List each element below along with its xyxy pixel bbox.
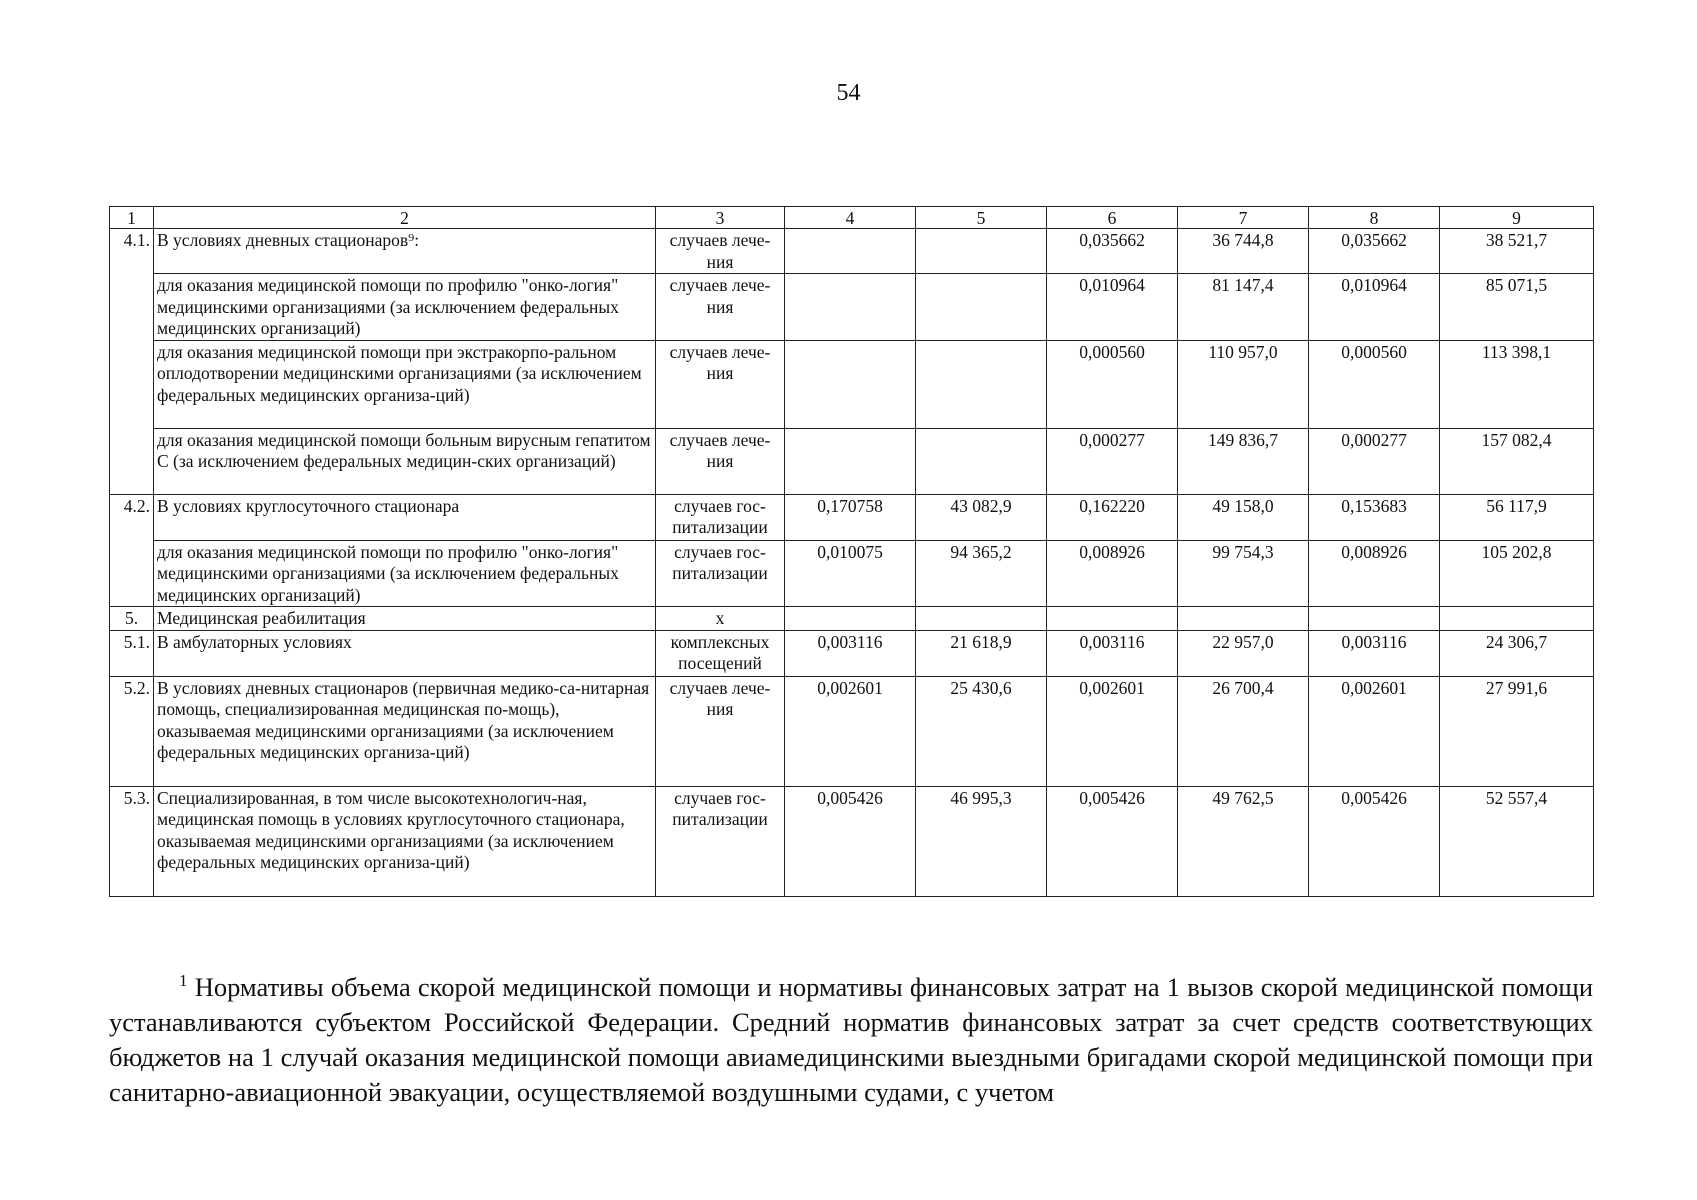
row-number [110, 428, 154, 494]
row-description: для оказания медицинской помощи по профилю "онко-логия" медицинскими организациями (за исключением федеральных медицинских организаций) [154, 540, 656, 607]
table-header-row [110, 207, 1594, 229]
row-value-4 [785, 607, 916, 631]
table-row [110, 630, 1594, 676]
row-value-8: 0,010964 [1309, 274, 1440, 341]
row-value-9: 24 306,7 [1440, 630, 1594, 676]
row-value-8: 0,035662 [1309, 229, 1440, 274]
row-value-8: 0,000560 [1309, 340, 1440, 428]
row-value-7: 26 700,4 [1178, 676, 1309, 786]
row-unit: случаев лече-ния [656, 676, 785, 786]
row-value-6: 0,035662 [1047, 229, 1178, 274]
row-value-4 [785, 274, 916, 341]
row-value-7: 49 158,0 [1178, 494, 1309, 540]
row-unit: случаев лече-ния [656, 340, 785, 428]
row-description: для оказания медицинской помощи больным вирусным гепатитом С (за исключением федеральных медицин-ских организаций) [154, 428, 656, 494]
row-value-8: 0,008926 [1309, 540, 1440, 607]
row-value-6: 0,010964 [1047, 274, 1178, 341]
row-value-4 [785, 340, 916, 428]
row-value-9: 157 082,4 [1440, 428, 1594, 494]
row-description: для оказания медицинской помощи при экстракорпо-ральном оплодотворении медицинскими организациями (за исключением федеральных медицинских организа-ций) [154, 340, 656, 428]
row-unit: случаев гос-питализации [656, 540, 785, 607]
row-number: 5.3. [110, 786, 154, 896]
header-cell: 2 [154, 207, 656, 229]
row-value-9: 27 991,6 [1440, 676, 1594, 786]
table-row [110, 340, 1594, 428]
row-unit: случаев гос-питализации [656, 494, 785, 540]
table-row [110, 540, 1594, 607]
row-value-4 [785, 229, 916, 274]
row-number [110, 340, 154, 428]
row-value-8: 0,003116 [1309, 630, 1440, 676]
row-description: для оказания медицинской помощи по профилю "онко-логия" медицинскими организациями (за исключением федеральных медицинских организаций) [154, 274, 656, 341]
row-value-8: 0,002601 [1309, 676, 1440, 786]
row-number: 5. [110, 607, 154, 631]
header-cell: 8 [1309, 207, 1440, 229]
header-cell: 7 [1178, 207, 1309, 229]
row-number [110, 274, 154, 341]
row-unit: х [656, 607, 785, 631]
row-description: Медицинская реабилитация [154, 607, 656, 631]
row-value-4: 0,003116 [785, 630, 916, 676]
row-value-9 [1440, 607, 1594, 631]
row-value-7: 36 744,8 [1178, 229, 1309, 274]
row-value-9: 56 117,9 [1440, 494, 1594, 540]
row-value-5 [916, 274, 1047, 341]
row-number: 5.1. [110, 630, 154, 676]
header-cell: 6 [1047, 207, 1178, 229]
row-value-6: 0,000277 [1047, 428, 1178, 494]
row-value-5: 43 082,9 [916, 494, 1047, 540]
row-value-6: 0,000560 [1047, 340, 1178, 428]
header-cell: 5 [916, 207, 1047, 229]
table-row [110, 428, 1594, 494]
row-value-5 [916, 607, 1047, 631]
row-description: Специализированная, в том числе высокотехнологич-ная, медицинская помощь в условиях круглосуточного стационара, оказываемая медицинскими организациями (за исключением федеральных медицинских организа-ций) [154, 786, 656, 896]
footnote [109, 970, 1593, 1110]
page-number: 54 [836, 80, 861, 106]
row-value-7: 81 147,4 [1178, 274, 1309, 341]
row-value-4 [785, 428, 916, 494]
row-description: В условиях дневных стационаров (первичная медико-са-нитарная помощь, специализированная медицинская по-мощь), оказываемая медицинскими организациями (за исключением федеральных медицинских организа-ций) [154, 676, 656, 786]
row-value-4: 0,170758 [785, 494, 916, 540]
table-row [110, 607, 1594, 631]
footnote-text: Нормативы объема скорой медицинской помощи и нормативы финансовых затрат на 1 вызов скорой медицинской помощи устанавливаются субъектом Российской Федерации. Средний норматив финансовых затрат за счет средств соответствующих бюджетов на 1 случай оказания медицинской помощи авиамедицинскими выездными бригадами скорой медицинской помощи при санитарно-авиационной эвакуации, осуществляемой воздушными судами, с учетом [109, 972, 1593, 1107]
row-value-9: 105 202,8 [1440, 540, 1594, 607]
table-row [110, 494, 1594, 540]
row-value-7: 110 957,0 [1178, 340, 1309, 428]
row-value-8: 0,005426 [1309, 786, 1440, 896]
row-value-7: 99 754,3 [1178, 540, 1309, 607]
row-description: В амбулаторных условиях [154, 630, 656, 676]
row-value-7: 49 762,5 [1178, 786, 1309, 896]
row-unit: комплексных посещений [656, 630, 785, 676]
row-value-4: 0,005426 [785, 786, 916, 896]
row-value-8: 0,000277 [1309, 428, 1440, 494]
row-value-9: 113 398,1 [1440, 340, 1594, 428]
row-number: 4.1. [110, 229, 154, 274]
row-value-4: 0,002601 [785, 676, 916, 786]
row-value-9: 52 557,4 [1440, 786, 1594, 896]
row-value-7 [1178, 607, 1309, 631]
row-value-6: 0,162220 [1047, 494, 1178, 540]
row-description: В условиях дневных стационаров⁹: [154, 229, 656, 274]
row-number [110, 540, 154, 607]
row-unit: случаев лече-ния [656, 274, 785, 341]
row-value-9: 85 071,5 [1440, 274, 1594, 341]
header-cell: 4 [785, 207, 916, 229]
row-value-5: 25 430,6 [916, 676, 1047, 786]
norms-table [109, 206, 1594, 897]
row-value-5 [916, 229, 1047, 274]
row-value-8: 0,153683 [1309, 494, 1440, 540]
row-value-9: 38 521,7 [1440, 229, 1594, 274]
row-value-5: 21 618,9 [916, 630, 1047, 676]
row-number: 5.2. [110, 676, 154, 786]
table-row [110, 676, 1594, 786]
row-number: 4.2. [110, 494, 154, 540]
row-value-4: 0,010075 [785, 540, 916, 607]
row-value-5: 94 365,2 [916, 540, 1047, 607]
row-value-6: 0,003116 [1047, 630, 1178, 676]
row-value-6: 0,008926 [1047, 540, 1178, 607]
row-value-5: 46 995,3 [916, 786, 1047, 896]
row-value-5 [916, 428, 1047, 494]
row-value-7: 22 957,0 [1178, 630, 1309, 676]
table-row [110, 274, 1594, 341]
header-cell: 9 [1440, 207, 1594, 229]
row-value-5 [916, 340, 1047, 428]
table-row [110, 786, 1594, 896]
row-value-8 [1309, 607, 1440, 631]
row-value-6 [1047, 607, 1178, 631]
header-cell: 1 [110, 207, 154, 229]
row-unit: случаев лече-ния [656, 428, 785, 494]
row-value-6: 0,002601 [1047, 676, 1178, 786]
table-row [110, 229, 1594, 274]
row-value-6: 0,005426 [1047, 786, 1178, 896]
row-unit: случаев гос-питализации [656, 786, 785, 896]
footnote-marker: 1 [179, 971, 188, 990]
row-value-7: 149 836,7 [1178, 428, 1309, 494]
header-cell: 3 [656, 207, 785, 229]
row-unit: случаев лече-ния [656, 229, 785, 274]
row-description: В условиях круглосуточного стационара [154, 494, 656, 540]
